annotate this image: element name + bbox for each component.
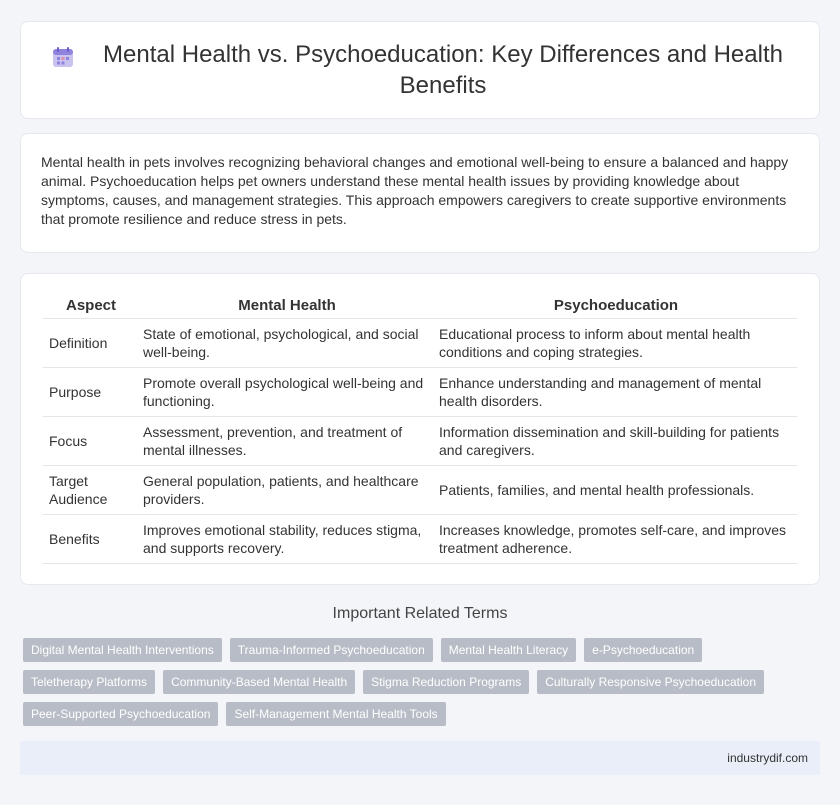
table-cell: Patients, families, and mental health professionals. bbox=[435, 466, 797, 515]
related-terms-title: Important Related Terms bbox=[332, 605, 508, 622]
related-term-tag[interactable]: Peer-Supported Psychoeducation bbox=[23, 702, 218, 726]
header-psychoeducation: Psychoeducation bbox=[435, 294, 797, 319]
related-term-tag[interactable]: Self-Management Mental Health Tools bbox=[226, 702, 445, 726]
table-header-row bbox=[43, 294, 797, 319]
calendar-icon bbox=[51, 45, 75, 69]
table-cell-aspect: Benefits bbox=[43, 515, 139, 564]
table-cell: General population, patients, and healthcare providers. bbox=[139, 466, 435, 515]
footer bbox=[20, 741, 820, 775]
table-cell: Improves emotional stability, reduces stigma, and supports recovery. bbox=[139, 515, 435, 564]
table-cell-aspect: Definition bbox=[43, 319, 139, 368]
table-cell: Assessment, prevention, and treatment of mental illnesses. bbox=[139, 417, 435, 466]
related-term-tag[interactable]: Mental Health Literacy bbox=[441, 638, 576, 662]
table-row bbox=[43, 417, 797, 466]
header-aspect: Aspect bbox=[43, 294, 139, 319]
table-cell: Information dissemination and skill-building for patients and caregivers. bbox=[435, 417, 797, 466]
related-term-tag[interactable]: Teletherapy Platforms bbox=[23, 670, 155, 694]
related-term-tag[interactable]: Trauma-Informed Psychoeducation bbox=[230, 638, 433, 662]
header-mental-health: Mental Health bbox=[139, 294, 435, 319]
table-cell-aspect: Focus bbox=[43, 417, 139, 466]
related-term-tag[interactable]: Community-Based Mental Health bbox=[163, 670, 355, 694]
table-cell-aspect: Target Audience bbox=[43, 466, 139, 515]
header-card bbox=[20, 21, 820, 119]
related-terms-list bbox=[23, 638, 813, 726]
intro-card bbox=[20, 133, 820, 253]
table-cell: Educational process to inform about mental health conditions and coping strategies. bbox=[435, 319, 797, 368]
table-row bbox=[43, 515, 797, 564]
page-title: Mental Health vs. Psychoeducation: Key Differences and Health Benefits bbox=[103, 41, 783, 99]
table-cell: State of emotional, psychological, and social well-being. bbox=[139, 319, 435, 368]
footer-site-link[interactable]: industrydif.com bbox=[727, 751, 808, 765]
table-row bbox=[43, 319, 797, 368]
table-row bbox=[43, 466, 797, 515]
related-term-tag[interactable]: Stigma Reduction Programs bbox=[363, 670, 529, 694]
related-term-tag[interactable]: e-Psychoeducation bbox=[584, 638, 702, 662]
table-row bbox=[43, 368, 797, 417]
related-term-tag[interactable]: Digital Mental Health Interventions bbox=[23, 638, 222, 662]
comparison-table bbox=[43, 294, 797, 564]
intro-text: Mental health in pets involves recognizing behavioral changes and emotional well-being to ensure a balanced and happy animal. Psychoeducation helps pet owners understand these mental health issues by providing knowledge about symptoms, causes, and management strategies. This approach empowers caregivers to create supportive environments that promote resilience and reduce stress in pets. bbox=[41, 154, 789, 227]
table-cell: Enhance understanding and management of mental health disorders. bbox=[435, 368, 797, 417]
table-cell: Promote overall psychological well-being and functioning. bbox=[139, 368, 435, 417]
related-term-tag[interactable]: Culturally Responsive Psychoeducation bbox=[537, 670, 764, 694]
table-cell: Increases knowledge, promotes self-care, and improves treatment adherence. bbox=[435, 515, 797, 564]
comparison-card bbox=[20, 273, 820, 585]
table-cell-aspect: Purpose bbox=[43, 368, 139, 417]
